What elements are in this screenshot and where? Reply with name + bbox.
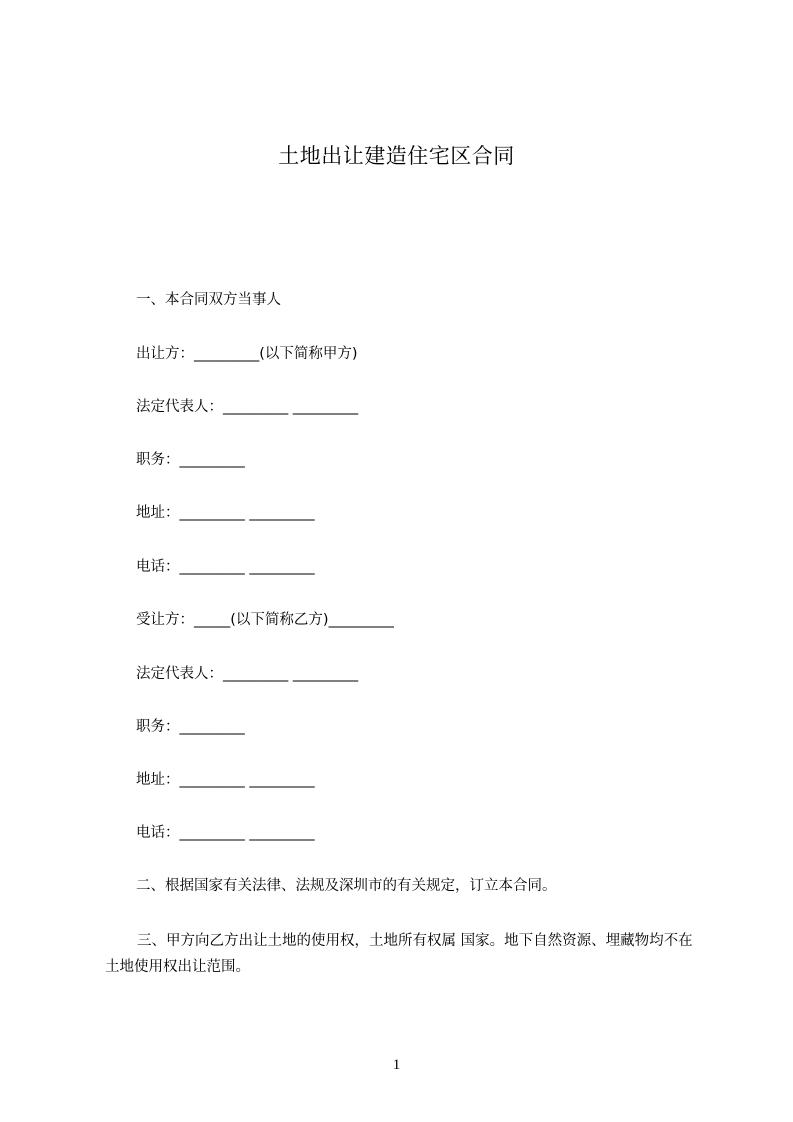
party-b-name-line: 受让方：_____(以下简称乙方)_________ <box>136 612 394 628</box>
party-b-address-line: 地址：_________ _________ <box>136 772 315 788</box>
party-b-position-line: 职务：_________ <box>136 719 245 735</box>
party-a-name-line: 出让方：_________(以下简称甲方) <box>136 346 358 362</box>
section-1-heading: 一、本合同双方当事人 <box>136 292 281 308</box>
party-b-legal-rep-line: 法定代表人：_________ _________ <box>136 666 359 682</box>
party-b-phone-line: 电话：_________ _________ <box>136 825 315 841</box>
page-number: 1 <box>392 1057 401 1073</box>
party-a-position-line: 职务：_________ <box>136 452 245 468</box>
party-a-address-line: 地址：_________ _________ <box>136 505 315 521</box>
document-title: 土地出让建造住宅区合同 <box>278 144 515 168</box>
party-a-phone-line: 电话：_________ _________ <box>136 559 315 575</box>
party-a-legal-rep-line: 法定代表人：_________ _________ <box>136 399 359 415</box>
section-2-paragraph: 二、根据国家有关法律、法规及深圳市的有关规定，订立本合同。 <box>136 878 557 894</box>
section-3-paragraph: 三、甲方向乙方出让土地的使用权，土地所有权属 国家。地下自然资源、埋藏物均不在土地使用权出让范围。 <box>105 933 693 975</box>
